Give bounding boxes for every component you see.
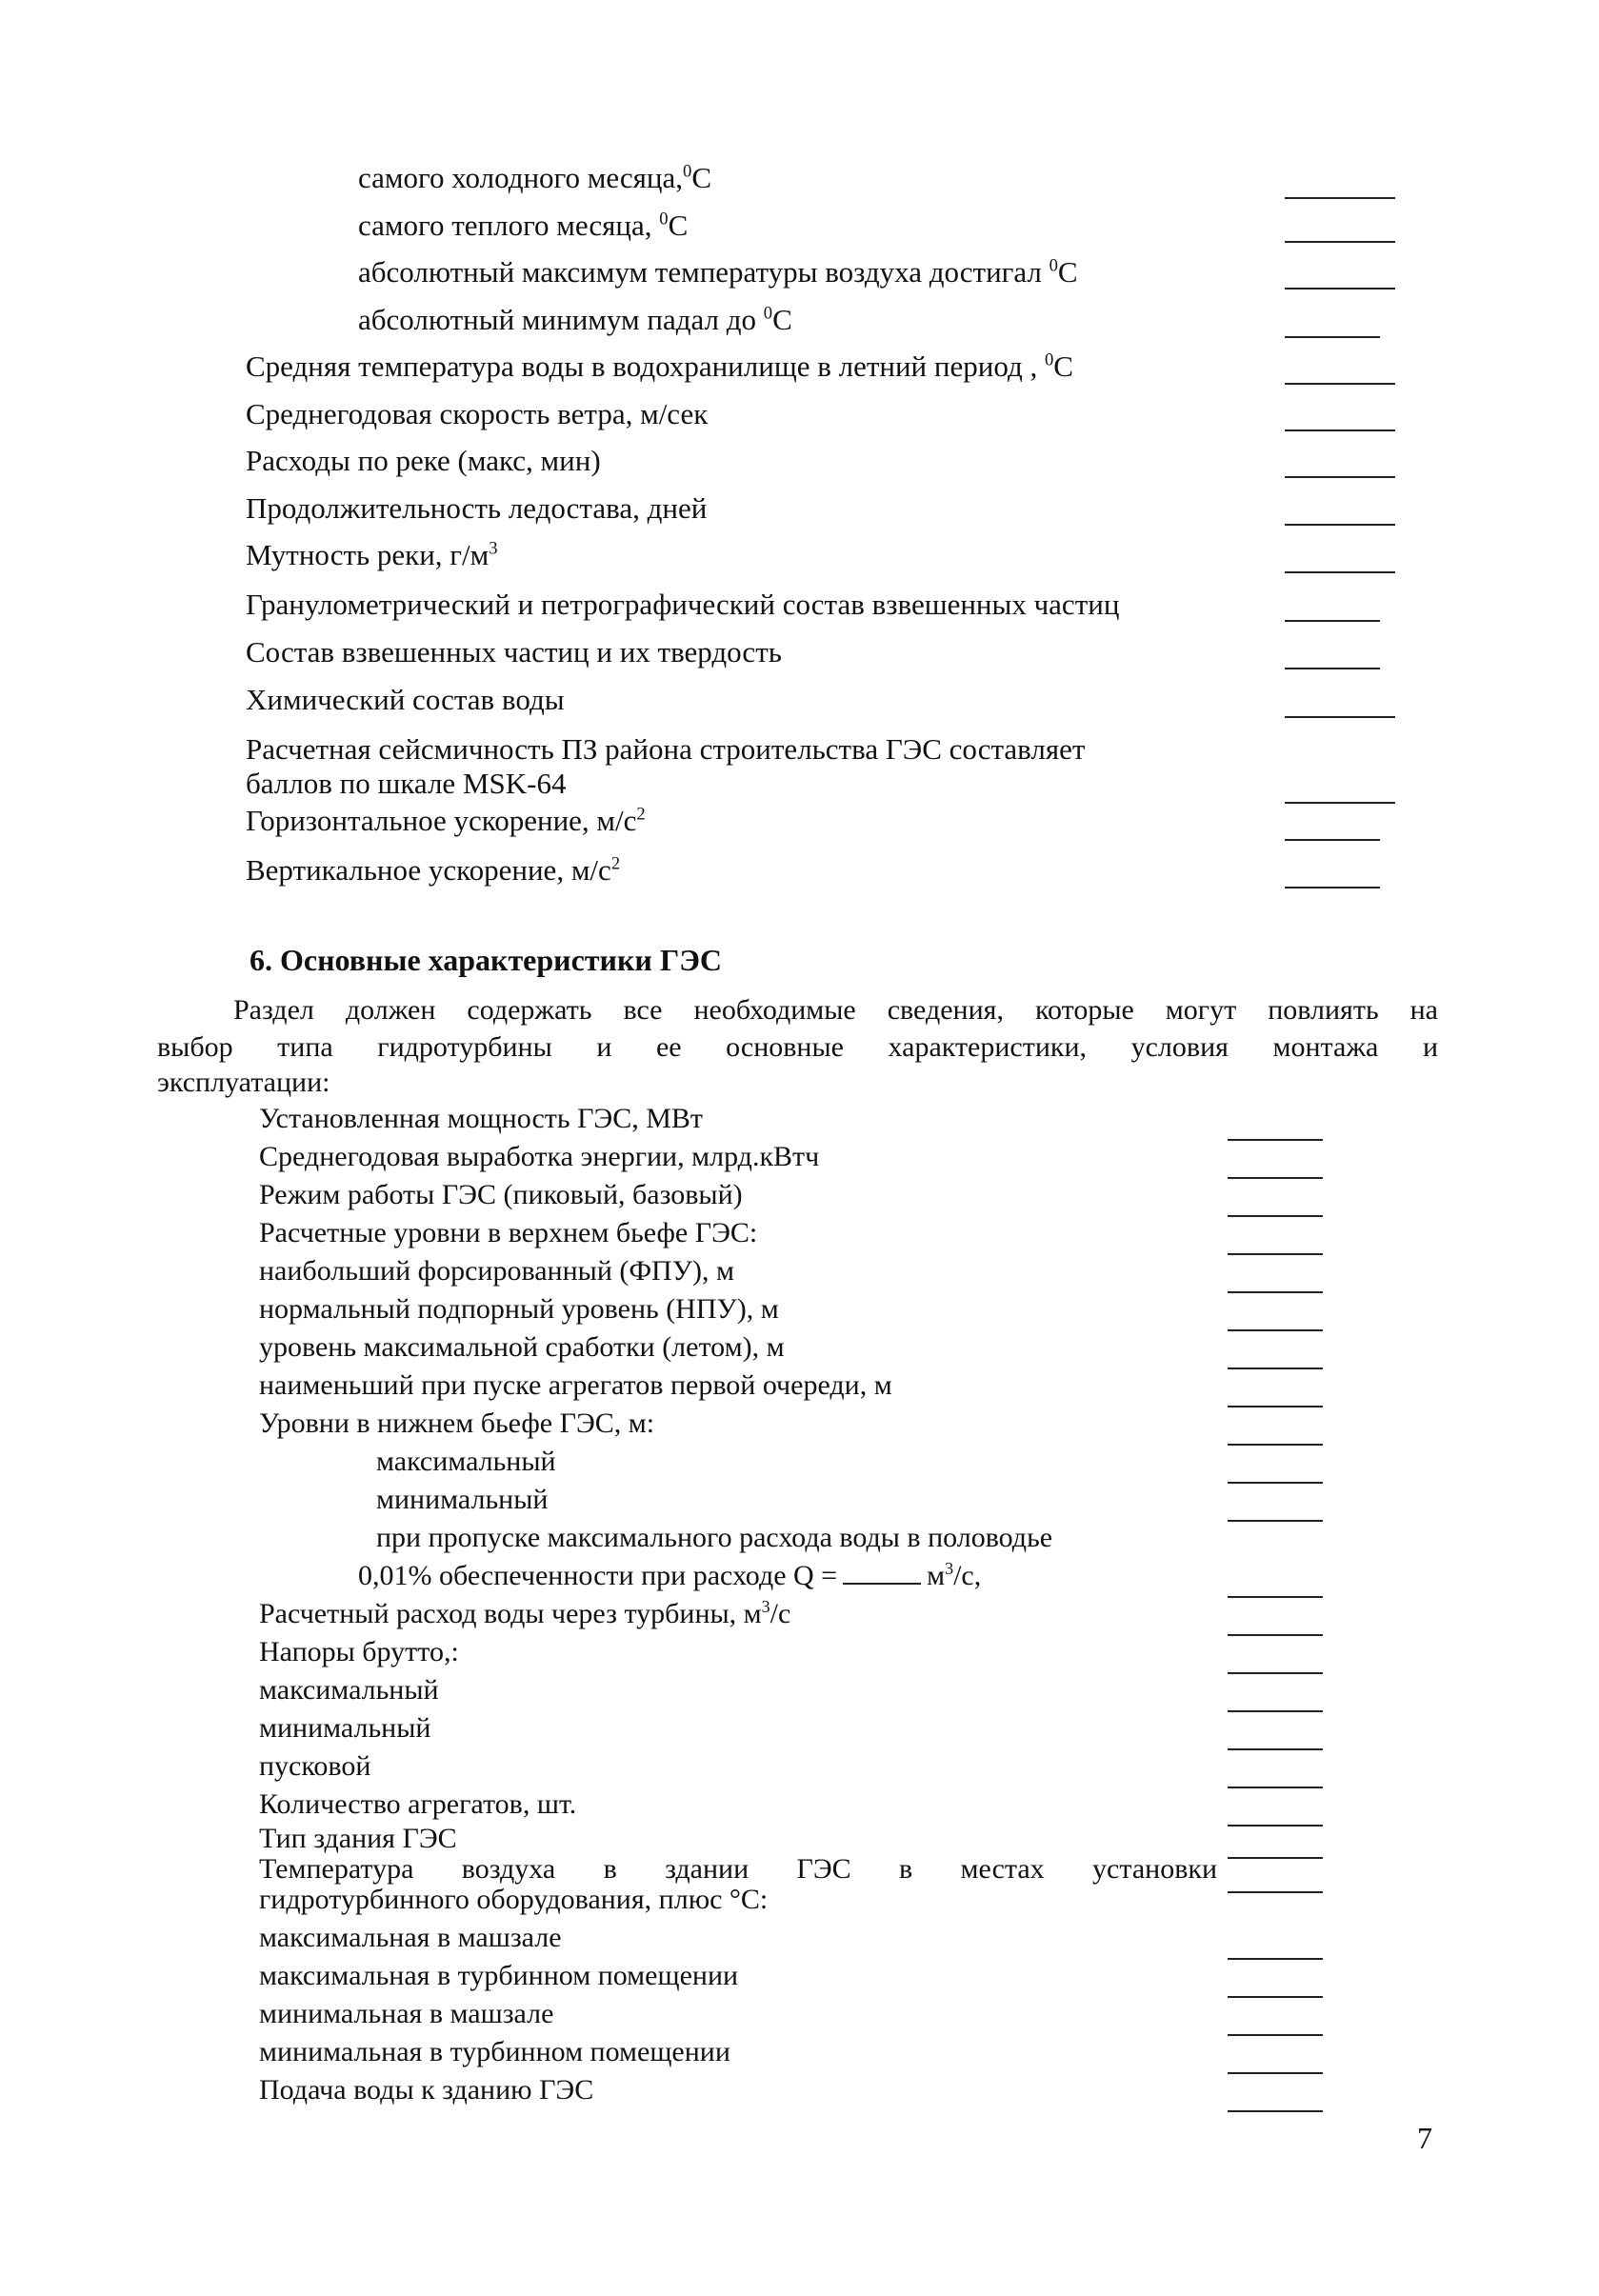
item-max-turbine-room: максимальная в турбинном помещении <box>259 1960 739 1991</box>
item-water-chemistry: Химический состав воды <box>246 683 565 716</box>
answer-blank <box>1228 1444 1323 1446</box>
answer-blank <box>1228 1958 1323 1960</box>
item-npu: нормальный подпорный уровень (НПУ), м <box>259 1293 779 1325</box>
answer-blank <box>1228 1406 1323 1408</box>
item-head-startup: пусковой <box>259 1750 371 1782</box>
item-particle-composition: Гранулометрический и петрографический состав взвешенных частиц <box>246 588 1120 621</box>
intro-paragraph-line: эксплуатации: <box>157 1067 330 1098</box>
item-fpu: наибольший форсированный (ФПУ), м <box>259 1255 734 1287</box>
answer-blank <box>1285 336 1380 338</box>
answer-blank <box>1228 1329 1323 1331</box>
answer-blank <box>1228 1634 1323 1636</box>
item-water-temperature: Средняя температура воды в водохранилище в летний период , $^0$С <box>246 349 1073 383</box>
item-powerhouse-type: Тип здания ГЭС <box>259 1823 457 1854</box>
answer-blank <box>1228 2072 1323 2074</box>
item-particle-hardness: Состав взвешенных частиц и их твердость <box>246 635 782 669</box>
item-water-supply: Подача воды к зданию ГЭС <box>259 2074 594 2106</box>
item-max-drawdown: уровень максимальной сработки (летом), м <box>259 1331 785 1363</box>
item-gross-heads: Напоры брутто,: <box>259 1636 459 1667</box>
answer-blank <box>1285 476 1395 478</box>
answer-blank <box>1228 1139 1323 1141</box>
item-head-min: минимальный <box>259 1712 431 1744</box>
item-min-turbine-room: минимальная в турбинном помещении <box>259 2036 730 2067</box>
answer-blank <box>1285 524 1395 526</box>
answer-blank <box>1285 620 1380 622</box>
answer-blank <box>1228 1596 1323 1598</box>
answer-blank <box>1285 668 1380 669</box>
item-operation-mode: Режим работы ГЭС (пиковый, базовый) <box>259 1179 743 1210</box>
answer-blank <box>1285 429 1395 431</box>
answer-blank <box>1285 716 1395 718</box>
answer-blank <box>1285 383 1395 385</box>
answer-blank <box>1228 1368 1323 1369</box>
intro-paragraph-line: Раздел должен содержать все необходимые сведения, которые могут повлиять на <box>233 994 1438 1026</box>
item-ice-duration: Продолжительность ледостава, дней <box>246 491 708 525</box>
answer-blank <box>1285 802 1395 804</box>
item-river-turbidity: Мутность реки, $г/м^3$ <box>246 538 498 571</box>
item-tailwater-levels: Уровни в нижнем бьефе ГЭС, м: <box>259 1408 655 1439</box>
answer-blank <box>1228 1672 1323 1674</box>
answer-blank <box>1285 288 1395 289</box>
item-air-temperature: Температура воздуха в здании ГЭС в местах установки <box>259 1853 1217 1885</box>
answer-blank <box>1285 887 1380 888</box>
answer-blank <box>1228 1253 1323 1255</box>
answer-blank <box>1285 839 1380 841</box>
answer-blank <box>1228 1787 1323 1788</box>
answer-blank <box>1228 1177 1323 1179</box>
item-wind-speed: Среднегодовая скорость ветра, м/сек <box>246 397 709 430</box>
item-installed-capacity: Установленная мощность ГЭС, МВт <box>259 1103 704 1134</box>
item-flood-discharge: при пропуске максимального расхода воды в половодье <box>376 1522 1053 1553</box>
item-tailwater-min: минимальный <box>376 1484 549 1515</box>
section-heading: 6. Основные характеристики ГЭС <box>250 943 723 977</box>
answer-blank <box>1285 571 1395 573</box>
answer-blank <box>1228 1748 1323 1750</box>
answer-blank <box>1228 1710 1323 1712</box>
item-absolute-maximum: абсолютный максимум температуры воздуха достигал $^0$С <box>358 255 1078 289</box>
item-max-machine-hall: максимальная в машзале <box>259 1922 562 1953</box>
item-river-discharge: Расходы по реке (макс, мин) <box>246 444 601 477</box>
item-absolute-minimum: абсолютный минимум падал до $^0$С <box>358 303 792 336</box>
answer-blank <box>1228 2034 1323 2036</box>
answer-blank <box>1285 197 1395 199</box>
intro-paragraph-line: выбор типа гидротурбины и ее основные характеристики, условия монтажа и <box>157 1031 1438 1063</box>
answer-blank <box>1228 1857 1323 1859</box>
answer-blank <box>1228 2110 1323 2112</box>
answer-blank <box>1228 1825 1323 1827</box>
item-coldest-month: самого холодного месяца,$^0$С <box>358 161 711 194</box>
item-seismicity: Расчетная сейсмичность ПЗ района строительства ГЭС составляет <box>246 732 1086 766</box>
item-min-startup-level: наименьший при пуске агрегатов первой очереди, м <box>259 1369 892 1401</box>
answer-blank <box>1285 241 1395 243</box>
item-seismicity-scale: баллов по шкале MSK-64 <box>246 767 567 800</box>
item-warmest-month: самого теплого месяца, $^0$С <box>358 209 689 242</box>
answer-blank <box>1228 1215 1323 1217</box>
item-head-max: максимальный <box>259 1674 439 1706</box>
item-unit-count: Количество агрегатов, шт. <box>259 1788 577 1820</box>
page-number: 7 <box>1417 2121 1432 2155</box>
item-flood-probability: 0,01% обеспеченности при расходе $Q = м^3/с$, <box>358 1559 982 1591</box>
answer-blank <box>1228 1996 1323 1998</box>
answer-blank <box>1228 1291 1323 1293</box>
answer-blank <box>1228 1482 1323 1484</box>
answer-blank <box>1228 1520 1323 1522</box>
answer-blank <box>1228 1891 1323 1893</box>
item-vertical-acceleration: Вертикальное ускорение, $м/с^2$ <box>246 853 621 887</box>
item-tailwater-max: максимальный <box>376 1446 556 1477</box>
discharge-blank <box>843 1562 921 1585</box>
item-horizontal-acceleration: Горизонтальное ускорение, $м/с^2$ <box>246 804 646 837</box>
item-upper-pool-levels: Расчетные уровни в верхнем бьефе ГЭС: <box>259 1217 758 1248</box>
item-annual-generation: Среднегодовая выработка энергии, млрд.кВтч <box>259 1141 820 1172</box>
item-turbine-discharge: Расчетный расход воды через турбины, $м^3/с$ <box>259 1597 791 1629</box>
item-air-temperature-cont: гидротурбинного оборудования, плюс °С: <box>259 1884 769 1915</box>
item-min-machine-hall: минимальная в машзале <box>259 1998 554 2029</box>
